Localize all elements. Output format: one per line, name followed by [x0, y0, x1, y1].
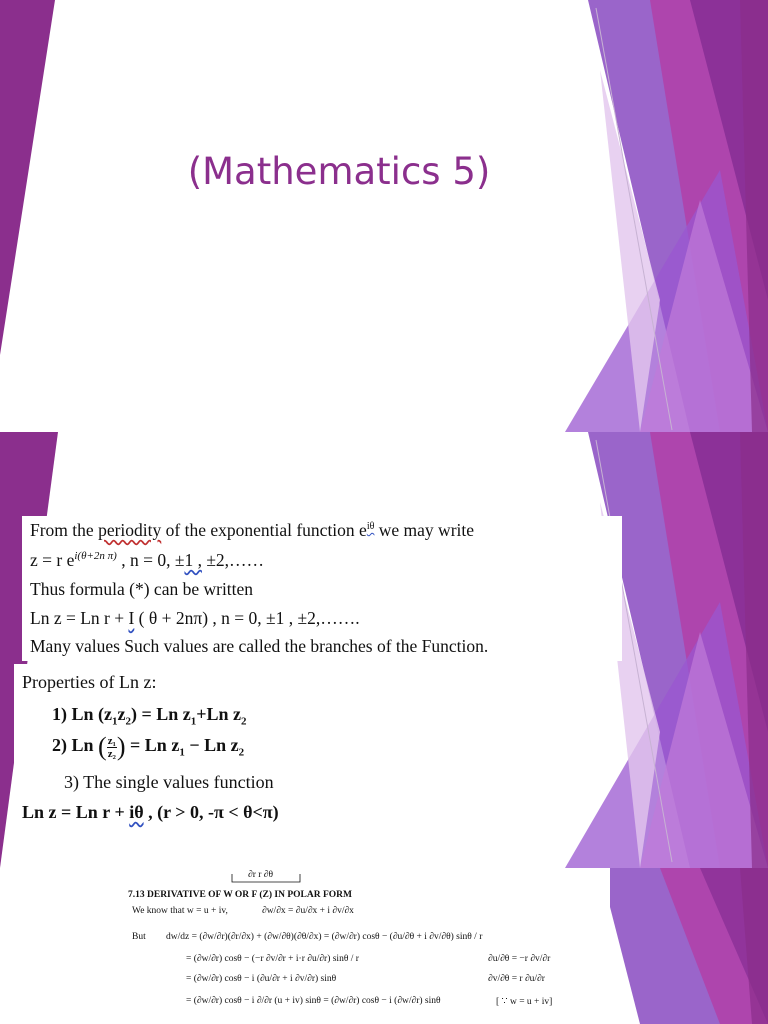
slide-2 [0, 432, 768, 868]
equation-1: dw/dz = (∂w/∂r)(∂r/∂x) + (∂w/∂θ)(∂θ/∂x) = (∂w/∂r) cosθ − (∂u/∂θ + i ∂v/∂θ) sinθ / r [166, 932, 483, 942]
text-line-branches: Many values Such values are called the branches of the Function. [30, 636, 489, 656]
fraction-z1-over-z2: $\frac{\text{z₁}}{\text{z₂}}$ [107, 734, 116, 760]
section-title: 7.13 DERIVATIVE OF W OR F (Z) IN POLAR FORM [128, 890, 352, 900]
slide-decoration [0, 0, 768, 432]
text-line-ln-general: Ln z = Ln r + I ( θ + 2nπ) , n = 0, ±1 , ±2,……. [30, 608, 360, 628]
slide-3 [0, 868, 768, 1024]
text-line-z-equation: z = r $e^{i(\theta+2n \pi)}$ , n = 0, ±1 , ±2,…… [30, 550, 265, 570]
we-know-line: We know that w = u + iv, [132, 906, 228, 916]
properties-title: Properties of Ln z: [22, 672, 157, 692]
known-derivative: ∂w/∂x = ∂u/∂x + i ∂v/∂x [262, 906, 354, 916]
property-3: 3) The single values function [64, 772, 274, 792]
property-1: 1) Ln $(z_1z_2) = Ln$ $z_1+Ln$ $z_2$ [52, 704, 247, 728]
equation-2: = (∂w/∂r) cosθ − (−r ∂v/∂r + i·r ∂u/∂r) sinθ / r [186, 954, 359, 964]
but-label: But [132, 932, 146, 942]
slide-1 [0, 0, 768, 432]
equation-3: = (∂w/∂r) cosθ − i (∂u/∂r + i ∂v/∂r) sinθ [186, 974, 337, 984]
note-w-equals: [ ∵ w = u + iv] [496, 997, 553, 1007]
top-fragment: ∂r r ∂θ [248, 870, 274, 880]
cauchy-riemann-2: ∂v/∂θ = r ∂u/∂r [488, 974, 545, 984]
slide-title: (Mathematics 5) [187, 150, 491, 193]
cauchy-riemann-1: ∂u/∂θ = −r ∂v/∂r [488, 954, 551, 964]
property-single-valued: Ln z = Ln r + iθ , (r > 0, -π < θ<π) [22, 802, 279, 822]
text-line-formula: Thus formula (*) can be written [30, 579, 254, 599]
equation-4: = (∂w/∂r) cosθ − i ∂/∂r (u + iv) sinθ = (∂w/∂r) cosθ − i (∂w/∂r) sinθ [186, 996, 441, 1006]
text-line-periodity: From the periodity of the exponential function $e^{i\theta}$ we may write [30, 520, 475, 540]
property-2: 2) Ln ( $\frac{\text{z₁}}{\text{z₂}}$ ) = Ln $z_1 - Ln$ $z_2$ [52, 732, 245, 761]
